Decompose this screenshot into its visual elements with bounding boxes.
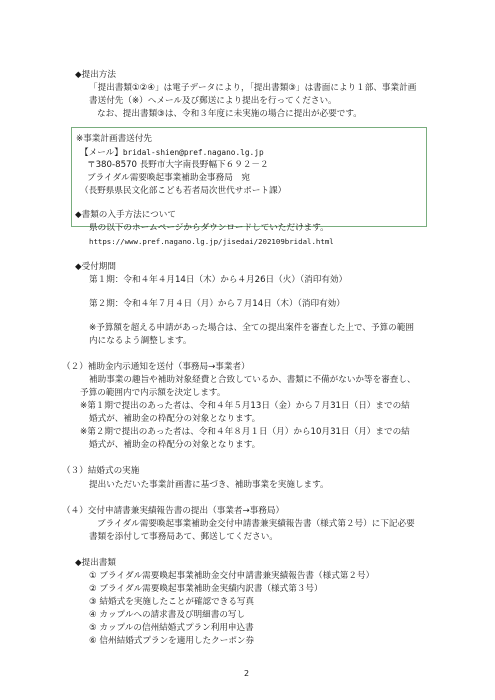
documents-item-4: ④ カップルへの請求書及び明細書の写し [89,610,246,620]
section2-line-4: 婚式が、補助金の枠配分の対象となります。 [89,414,261,424]
page-number: 2 [244,669,250,678]
documents-heading: ◆提出書類 [75,558,116,568]
forms-heading: ◆書類の入手方法について [75,210,176,220]
submission-heading: ◆提出方法 [75,70,116,80]
contact-office: ブライダル需要喚起事業補助金事務局 宛 [87,173,251,183]
submission-line-1: 「提出書類①②④」は電子データにより，「提出書類③」は書面により１部、事業計画 [89,83,417,93]
submission-line-3: なお、提出書類③は、令和３年度に未実施の場合に提出が必要です。 [97,109,362,119]
section4-line-1: ブライダル需要喚起事業補助金交付申請書兼実績報告書（様式第２号）に下記必要 [97,519,415,529]
contact-box-title: ※事業計画書送付先 [76,134,152,144]
documents-item-5: ⑤ カップルの信州結婚式プラン利用申込書 [89,623,254,633]
reception-period-2: 第２期：令和４年７月４日（月）から７月14日（木）（消印有効） [89,299,345,309]
section2-line-6: 婚式が、補助金の枠配分の対象となります。 [89,440,261,450]
contact-address: 〒380-8570 長野市大字南長野幅下６９２－２ [87,160,269,170]
forms-line-1: 県の以下のホームページからダウンロードしていただけます。 [89,223,329,233]
documents-item-1: ① ブライダル需要喚起事業補助金交付申請書兼実績報告書（様式第２号） [89,571,375,581]
contact-email-row [80,147,264,159]
contact-department: （長野県県民文化部こども若者局次世代サポート課） [80,186,287,196]
documents-item-3: ③ 結婚式を実施したことが確認できる写真 [89,597,255,607]
documents-item-2: ② ブライダル需要喚起事業補助金実績内訳書（様式第３号） [89,584,323,594]
documents-item-6: ⑥ 信州結婚式プランを適用したクーポン券 [89,636,255,646]
section2-line-3: ※第１期で提出のあった者は、令和４年５月13日（金）から７月31日（日）までの結 [80,401,410,411]
section4-line-2: 書類を添付して事務局あて、郵送してください。 [89,532,278,542]
section3-heading: （３）結婚式の実施 [62,466,140,476]
reception-note-line-2: 内になるよう調整します。 [89,336,192,346]
reception-note-line-1: ※予算額を超える申請があった場合は、全ての提出案件を審査した上で、予算の範囲 [89,323,414,333]
reception-period-1: 第１期：令和４年４月14日（木）から４月26日（火）（消印有効） [89,275,348,285]
contact-email-label: 【メール】 [80,148,123,158]
submission-line-2: 書送付先（※）へメール及び郵送により提出を行ってください。 [89,96,337,106]
section2-heading: （２）補助金内示通知を送付（事務局→事業者） [62,362,250,372]
contact-email-link[interactable]: bridal-shien@pref.nagano.lg.jp [122,148,264,157]
section4-heading: （４）交付申請書兼実績報告書の提出（事業者→事務局） [62,506,285,516]
section3-line-1: 提出いただいた事業計画書に基づき、補助事業を実施します。 [89,480,329,490]
section2-line-5: ※第２期で提出のあった者は、令和４年８月１日（月）から10月31日（月）までの結 [80,427,410,437]
section2-line-2: 予算の範囲内で内示額を決定します。 [80,388,226,398]
section2-line-1: 補助事業の趣旨や補助対象経費と合致しているか、書類に不備がないか等を審査し、 [89,375,416,385]
forms-url-link[interactable]: https://www.pref.nagano.lg.jp/jisedai/202109bridal.html [89,237,334,246]
reception-heading: ◆受付期間 [75,262,116,272]
